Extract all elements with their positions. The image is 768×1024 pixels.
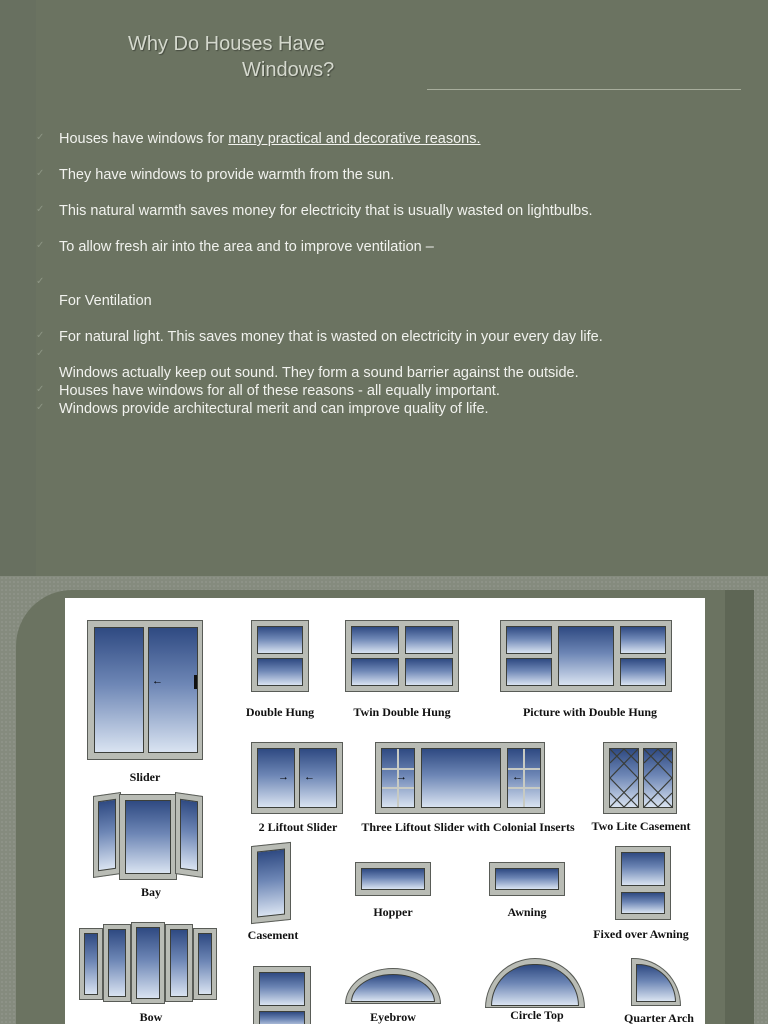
bullet-text: This natural warmth saves money for electricity that is usually wasted on lightbulbs. — [59, 203, 593, 219]
double-hung-illustration — [251, 620, 309, 692]
window-pane — [259, 1011, 305, 1024]
window-pane — [257, 849, 285, 918]
twin-double-hung-illustration — [345, 620, 459, 692]
bay-side-left — [93, 792, 121, 878]
title-divider — [427, 89, 741, 90]
hopper-illustration — [355, 862, 431, 896]
sound-line: Windows actually keep out sound. They form a sound barrier against the outside. — [59, 365, 579, 381]
window-pane — [351, 658, 399, 686]
bay-center — [119, 794, 177, 880]
window-pane — [620, 626, 666, 654]
checkmark-icon: ✓ — [36, 402, 45, 413]
arrow-right-icon: → — [396, 771, 407, 783]
window-pane — [405, 658, 453, 686]
label-slider: Slider — [129, 770, 161, 784]
label-circle-top: Circle Top — [510, 1008, 564, 1022]
double-hung-partial-illustration — [253, 966, 311, 1024]
liftout-2-illustration — [251, 742, 343, 814]
window-pane — [257, 626, 303, 654]
checkmark-icon: ✓ — [36, 132, 45, 143]
liftout-3-colonial-illustration — [375, 742, 545, 814]
handle-icon — [194, 675, 197, 689]
bullet-text: Houses have windows for — [59, 131, 229, 147]
arrow-left-icon: ← — [152, 675, 163, 687]
label-hopper: Hopper — [373, 905, 413, 919]
window-pane — [609, 748, 639, 808]
casement-illustration — [251, 842, 291, 924]
window-pane — [198, 933, 212, 995]
bow-panel — [79, 928, 103, 1000]
slider-window-illustration — [87, 620, 203, 760]
window-pane — [108, 929, 126, 997]
window-pane — [94, 627, 144, 753]
window-pane — [351, 974, 435, 1002]
ventilation-line: For Ventilation — [59, 293, 152, 309]
eyebrow-illustration — [345, 968, 441, 1004]
slide-window-types — [0, 576, 768, 1024]
window-pane — [643, 748, 673, 808]
window-pane — [506, 626, 552, 654]
checkmark-icon: ✓ — [36, 348, 45, 359]
label-fixed-over-awning: Fixed over Awning — [593, 927, 689, 941]
label-casement: Casement — [247, 928, 299, 942]
muntin — [382, 768, 414, 770]
title-line-2: Windows? — [242, 59, 335, 81]
bullet-text: To allow fresh air into the area and to improve ventilation – — [59, 239, 434, 255]
label-double-hung: Double Hung — [245, 705, 315, 719]
label-twin-double-hung: Twin Double Hung — [353, 705, 451, 719]
checkmark-icon: ✓ — [36, 204, 45, 215]
window-pane — [125, 800, 171, 874]
window-pane — [180, 799, 198, 872]
window-types-chart — [65, 598, 705, 1024]
label-awning: Awning — [507, 905, 547, 919]
bow-panel — [193, 928, 217, 1000]
window-pane — [84, 933, 98, 995]
label-two-lite-casement: Two Lite Casement — [591, 819, 691, 833]
label-liftout-3: Three Liftout Slider with Colonial Inserts — [361, 820, 575, 834]
bay-side-right — [175, 792, 203, 878]
window-pane — [636, 964, 676, 1002]
window-pane — [257, 748, 295, 808]
window-pane — [170, 929, 188, 997]
label-quarter-arch: Quarter Arch — [624, 1011, 694, 1024]
label-picture-double-hung: Picture with Double Hung — [522, 705, 658, 719]
checkmark-icon: ✓ — [36, 168, 45, 179]
muntin — [382, 787, 414, 789]
bow-panel — [165, 924, 193, 1002]
checkmark-icon: ✓ — [36, 330, 45, 341]
window-pane — [148, 627, 198, 753]
quarter-arch-illustration — [631, 958, 681, 1006]
label-eyebrow: Eyebrow — [370, 1010, 416, 1024]
window-pane — [405, 626, 453, 654]
arrow-right-icon: → — [278, 771, 289, 783]
label-bow: Bow — [139, 1010, 163, 1024]
awning-illustration — [489, 862, 565, 896]
checkmark-icon: ✓ — [36, 276, 45, 287]
bow-panel — [131, 922, 165, 1004]
bullet-text: They have windows to provide warmth from the sun. — [59, 167, 395, 183]
window-pane — [421, 748, 501, 808]
window-pane — [621, 852, 665, 886]
fixed-over-awning-illustration — [615, 846, 671, 920]
diamond-grille — [644, 749, 672, 807]
window-pane — [491, 964, 579, 1006]
muntin — [508, 787, 540, 789]
title-line-1: Why Do Houses Have — [128, 33, 325, 55]
window-pane — [495, 868, 559, 890]
window-pane — [621, 892, 665, 914]
slide-title — [128, 31, 334, 83]
circle-top-illustration — [485, 958, 585, 1008]
left-margin-strip — [0, 0, 36, 576]
arrow-left-icon: ← — [512, 771, 523, 783]
bullet-text: For natural light. This saves money that is wasted on electricity in your every day life. — [59, 329, 603, 345]
muntin — [523, 749, 525, 807]
window-pane — [506, 658, 552, 686]
window-pane — [136, 927, 160, 999]
diamond-grille — [610, 749, 638, 807]
checkmark-icon: ✓ — [36, 240, 45, 251]
bullet-text: Houses have windows for all of these reasons - all equally important. — [59, 383, 500, 399]
window-pane — [620, 658, 666, 686]
label-bay: Bay — [140, 885, 161, 899]
bullet-text: Windows provide architectural merit and can improve quality of life. — [59, 401, 489, 417]
window-pane — [558, 626, 614, 686]
window-pane — [98, 799, 116, 872]
panel-edge — [725, 590, 754, 1024]
window-pane — [257, 658, 303, 686]
checkmark-icon: ✓ — [36, 384, 45, 395]
label-liftout-2: 2 Liftout Slider — [258, 820, 338, 834]
picture-double-hung-illustration — [500, 620, 672, 692]
arrow-left-icon: ← — [304, 771, 315, 783]
window-pane — [351, 626, 399, 654]
muntin — [508, 768, 540, 770]
window-pane — [259, 972, 305, 1006]
two-lite-casement-illustration — [603, 742, 677, 814]
bow-panel — [103, 924, 131, 1002]
reasons-link[interactable]: many practical and decorative reasons. — [228, 131, 481, 147]
window-pane — [361, 868, 425, 890]
